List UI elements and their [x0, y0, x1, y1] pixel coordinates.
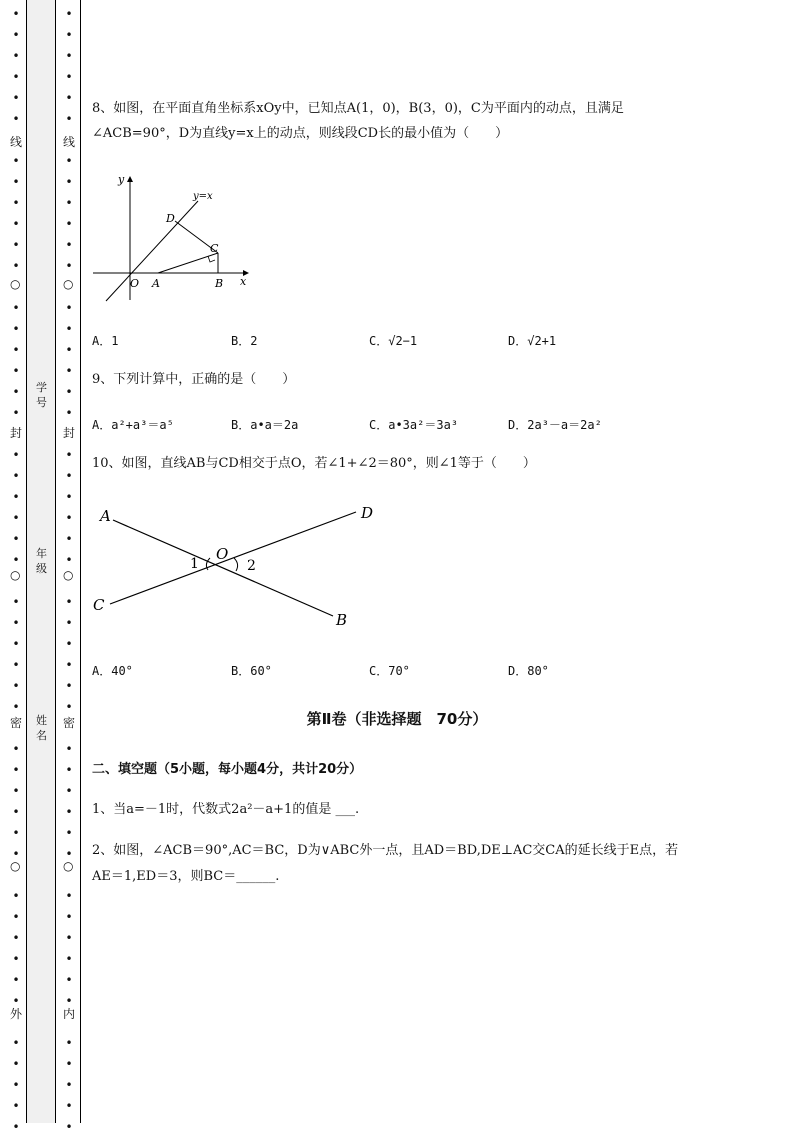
margin-dot: •: [65, 742, 73, 756]
q9-option-b: B．a•a＝2a: [231, 418, 299, 432]
outer-label-wai: 外: [10, 1007, 23, 1021]
label-o: O: [130, 277, 140, 290]
inner-label-circle-2: ○: [63, 568, 74, 582]
margin-dot: •: [65, 637, 73, 651]
margin-dot: •: [65, 1120, 73, 1134]
margin-dot: •: [65, 658, 73, 672]
label-d: D: [361, 504, 374, 522]
angle-1-arc: [206, 558, 210, 570]
margin-dot: •: [65, 805, 73, 819]
margin-dot: •: [12, 154, 20, 168]
margin-dot: •: [12, 364, 20, 378]
label-y: y: [118, 173, 125, 186]
margin-dot: •: [65, 91, 73, 105]
q8-line-1: 8、如图，在平面直角坐标系xOy中，已知点A(1，0)，B(3，0)，C为平面内的动点，且满足: [92, 101, 624, 116]
margin-dot: •: [12, 7, 20, 21]
q10-stem: 10、如图，直线AB与CD相交于点O，若∠1+∠2＝80°，则∠1等于（ ）: [92, 456, 536, 471]
margin-dot: •: [65, 448, 73, 462]
margin-dot: •: [12, 91, 20, 105]
line-cd: [110, 512, 356, 604]
margin-dot: •: [12, 322, 20, 336]
margin-dot: •: [12, 343, 20, 357]
q9-stem: 9、下列计算中，正确的是（ ）: [92, 372, 296, 387]
q9-option-c: C．a•3a²＝3a³: [369, 418, 459, 432]
margin-dot: •: [65, 301, 73, 315]
margin-dot: •: [65, 217, 73, 231]
outer-label-feng: 封: [10, 426, 23, 440]
label-angle-2: 2: [247, 558, 256, 574]
label-b: B: [215, 277, 224, 290]
margin-dot: •: [12, 259, 20, 273]
label-c: C: [93, 596, 105, 614]
margin-dot: •: [65, 7, 73, 21]
label-o: O: [216, 545, 229, 563]
margin-dot: •: [12, 238, 20, 252]
margin-dot: •: [12, 595, 20, 609]
q8-option-a: A．1: [92, 334, 119, 348]
margin-dot: •: [12, 994, 20, 1008]
field-student-id-label: 学号: [36, 381, 47, 409]
margin-dot: •: [65, 910, 73, 924]
margin-dot: •: [12, 826, 20, 840]
margin-dot: •: [12, 49, 20, 63]
margin-dot: •: [12, 1120, 20, 1134]
margin-dot: •: [65, 469, 73, 483]
margin-dot: •: [12, 679, 20, 693]
margin-dot: •: [65, 322, 73, 336]
margin-dot: •: [65, 1099, 73, 1113]
outer-label-circle-3: ○: [10, 859, 21, 873]
q8-line-2: ∠ACB=90°，D为直线y=x上的动点，则线段CD长的最小值为（ ）: [92, 126, 509, 141]
margin-dot: •: [65, 931, 73, 945]
margin-dot: •: [65, 532, 73, 546]
field-grade-label: 年级: [36, 547, 47, 575]
margin-dot: •: [65, 889, 73, 903]
margin-dot: •: [65, 784, 73, 798]
margin-dot: •: [12, 196, 20, 210]
margin-dot: •: [12, 1099, 20, 1113]
margin-dot: •: [12, 406, 20, 420]
margin-dot: •: [12, 301, 20, 315]
label-angle-1: 1: [190, 556, 199, 572]
margin-dot: •: [65, 490, 73, 504]
margin-dot: •: [12, 910, 20, 924]
fill-2-line-2: AE＝1,ED＝3，则BC＝______.: [92, 869, 280, 884]
margin-dot: •: [65, 70, 73, 84]
margin-dot: •: [12, 112, 20, 126]
margin-dot: •: [65, 406, 73, 420]
margin-dot: •: [12, 70, 20, 84]
margin-dot: •: [65, 511, 73, 525]
q8-option-d: D．√2+1: [508, 334, 557, 348]
q8-option-c: C．√2−1: [369, 334, 418, 348]
margin-dot: •: [65, 763, 73, 777]
margin-dot: •: [65, 595, 73, 609]
margin-dot: •: [12, 931, 20, 945]
angle-2-arc: [234, 558, 238, 571]
q8-figure: [88, 165, 258, 310]
label-a: A: [152, 277, 160, 290]
q10-option-d: D．80°: [508, 664, 549, 678]
margin-dot: •: [65, 553, 73, 567]
margin-dot: •: [65, 952, 73, 966]
margin-dot: •: [12, 847, 20, 861]
inner-label-circle-1: ○: [63, 277, 74, 291]
margin-dot: •: [12, 553, 20, 567]
margin-dot: •: [12, 217, 20, 231]
margin-dot: •: [12, 784, 20, 798]
inner-label-xian: 线: [63, 135, 76, 149]
margin-dot: •: [65, 112, 73, 126]
margin-dot: •: [12, 175, 20, 189]
margin-dot: •: [12, 448, 20, 462]
section-2-title: 第Ⅱ卷（非选择题 70分）: [306, 710, 488, 728]
margin-dot: •: [65, 994, 73, 1008]
label-a: A: [100, 507, 111, 525]
margin-dot: •: [65, 1078, 73, 1092]
margin-dot: •: [12, 490, 20, 504]
margin-dot: •: [12, 637, 20, 651]
q9-option-d: D．2a³－a＝2a²: [508, 418, 602, 432]
margin-dot: •: [12, 973, 20, 987]
fill-2-line-1: 2、如图，∠ACB＝90°,AC＝BC，D为∨ABC外一点，且AD＝BD,DE⊥AC交CA的延长线于E点，若: [92, 843, 679, 858]
inner-label-circle-3: ○: [63, 859, 74, 873]
margin-dot: •: [65, 196, 73, 210]
line-ab: [113, 520, 333, 616]
margin-dot: •: [65, 175, 73, 189]
outer-label-mi: 密: [10, 716, 23, 730]
margin-dot: •: [65, 679, 73, 693]
label-b: B: [336, 611, 348, 629]
margin-dot: •: [65, 1057, 73, 1071]
margin-dot: •: [65, 364, 73, 378]
q10-option-a: A．40°: [92, 664, 133, 678]
margin-dot: •: [12, 805, 20, 819]
margin-dot: •: [12, 385, 20, 399]
label-d: D: [166, 212, 175, 225]
margin-dot: •: [12, 1057, 20, 1071]
margin-dot: •: [12, 1036, 20, 1050]
inner-label-nei: 内: [63, 1007, 76, 1021]
label-line: y=x: [193, 191, 213, 202]
fill-1: 1、当a=－1时，代数式2a²－a+1的值是 ___.: [92, 802, 360, 817]
q10-option-b: B．60°: [231, 664, 272, 678]
margin-dot: •: [65, 259, 73, 273]
label-x: x: [240, 275, 247, 288]
margin-dot: •: [12, 952, 20, 966]
margin-dot: •: [65, 973, 73, 987]
margin-dot: •: [12, 511, 20, 525]
q10-figure: [88, 498, 388, 633]
label-c: C: [210, 242, 219, 255]
margin-dot: •: [12, 742, 20, 756]
q10-option-c: C．70°: [369, 664, 410, 678]
margin-dot: •: [65, 28, 73, 42]
margin-dot: •: [65, 616, 73, 630]
field-name-label: 姓名: [36, 714, 47, 742]
inner-label-feng: 封: [63, 426, 76, 440]
q9-option-a: A．a²+a³＝a⁵: [92, 418, 174, 432]
margin-dot: •: [65, 1036, 73, 1050]
margin-dot: •: [12, 658, 20, 672]
inner-label-mi: 密: [63, 716, 76, 730]
fill-in-part-title: 二、填空题（5小题，每小题4分，共计20分）: [92, 762, 363, 777]
margin-dot: •: [12, 1078, 20, 1092]
outer-label-circle-1: ○: [10, 277, 21, 291]
right-angle-mark: [208, 256, 215, 262]
margin-dot: •: [12, 469, 20, 483]
binding-line: [80, 0, 81, 1123]
margin-dot: •: [12, 616, 20, 630]
margin-dot: •: [65, 343, 73, 357]
margin-dot: •: [12, 700, 20, 714]
margin-dot: •: [12, 532, 20, 546]
margin-dot: •: [12, 28, 20, 42]
margin-dot: •: [12, 763, 20, 777]
margin-dot: •: [65, 49, 73, 63]
margin-dot: •: [65, 826, 73, 840]
margin-dot: •: [65, 700, 73, 714]
margin-dot: •: [65, 847, 73, 861]
margin-dot: •: [65, 238, 73, 252]
margin-dot: •: [65, 385, 73, 399]
outer-label-circle-2: ○: [10, 568, 21, 582]
outer-label-xian: 线: [10, 135, 23, 149]
q8-option-b: B．2: [231, 334, 258, 348]
segment-ac: [158, 253, 218, 273]
margin-dot: •: [12, 889, 20, 903]
margin-dot: •: [65, 154, 73, 168]
